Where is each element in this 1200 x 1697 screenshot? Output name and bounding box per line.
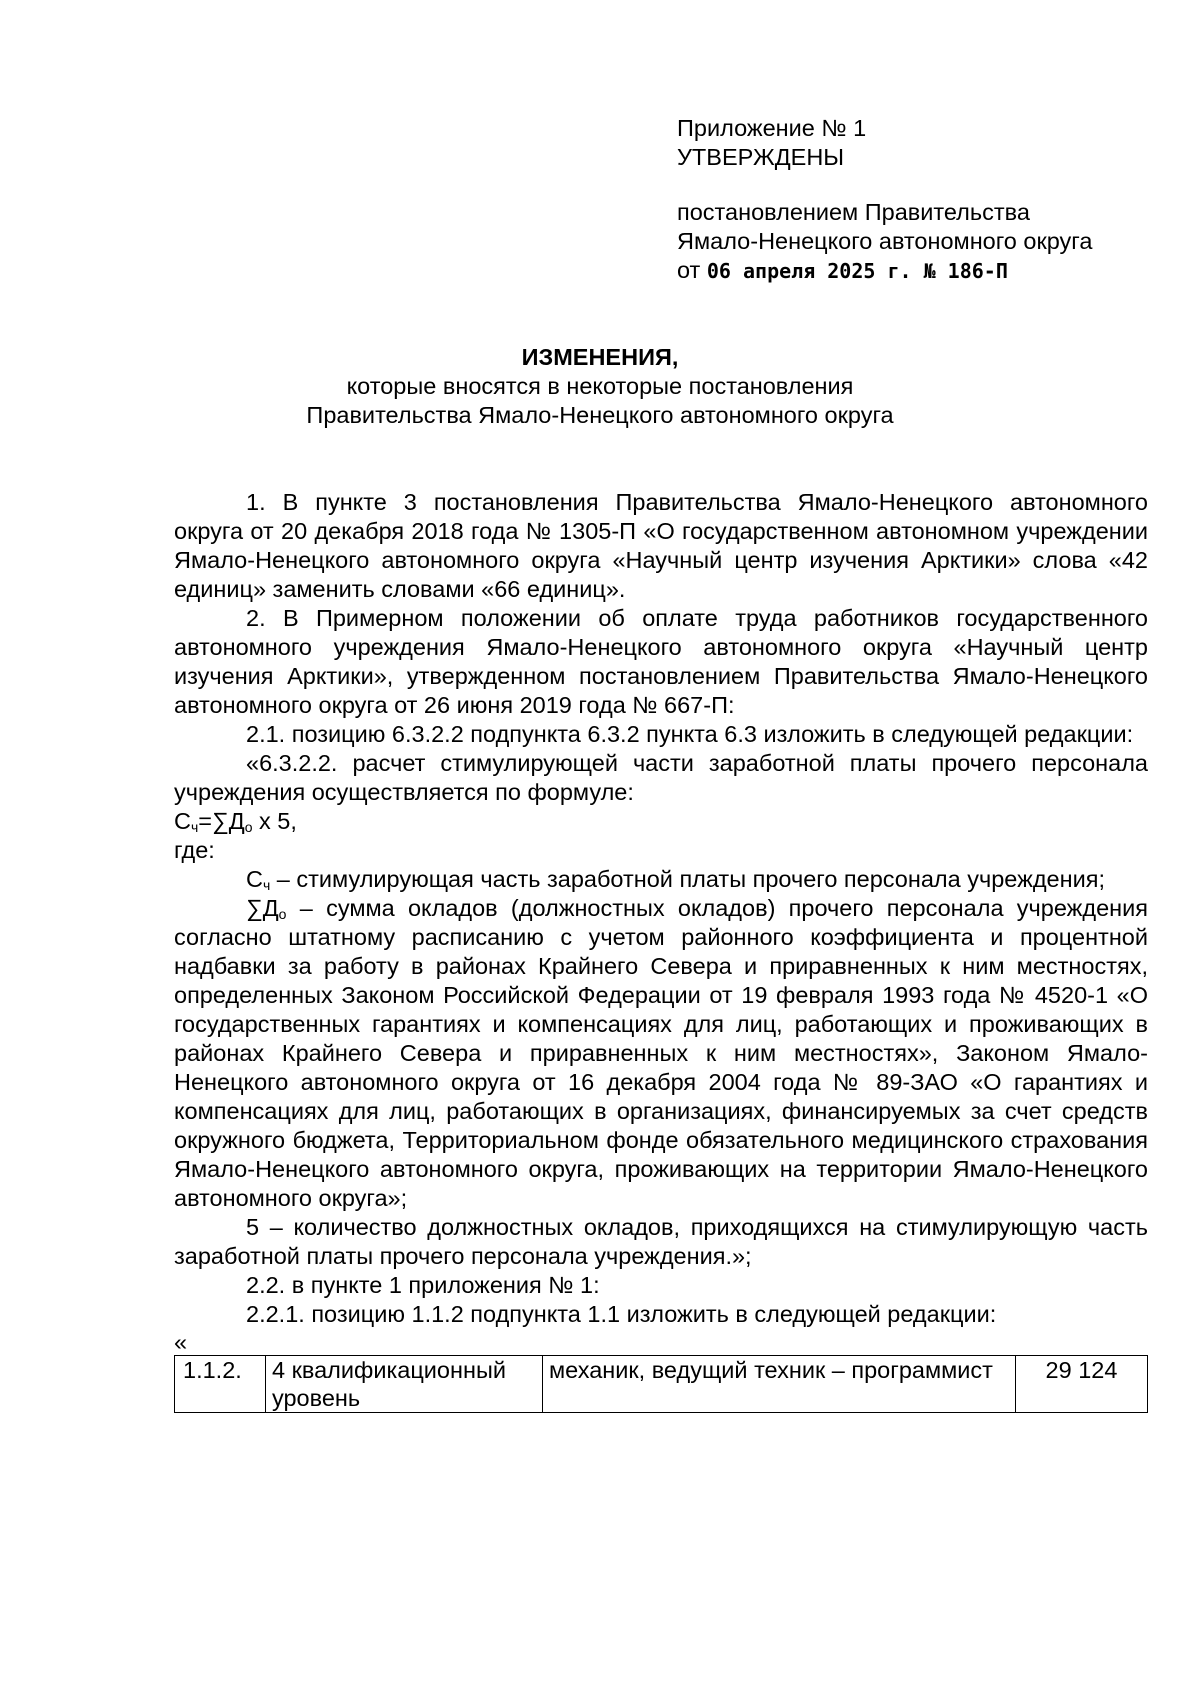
where-label: где: <box>174 837 215 863</box>
table-cell-level: 4 квалификационный уровень <box>266 1356 543 1413</box>
definition-sum-symbol: ∑Д <box>246 895 279 921</box>
approval-authority-line1: постановлением Правительства <box>677 199 1030 225</box>
table-cell-position: механик, ведущий техник – программист <box>543 1356 1016 1413</box>
approval-date-prefix: от <box>677 257 707 283</box>
approval-date <box>677 256 1177 286</box>
definition-cch <box>174 865 1148 894</box>
definition-cch-text: – стимулирующая часть заработной платы прочего персонала учреждения; <box>270 866 1105 892</box>
salary-table <box>174 1355 1148 1413</box>
paragraph-6-3-2-2: «6.3.2.2. расчет стимулирующей части заработной платы прочего персонала учреждения осуществляется по формуле: <box>174 750 1148 805</box>
formula-sum-sub: о <box>244 819 253 835</box>
formula <box>174 807 1148 836</box>
approval-stamp <box>677 114 1177 286</box>
definition-5: 5 – количество должностных окладов, приходящихся на стимулирующую часть заработной платы прочего персонала учреждения.»; <box>174 1214 1148 1269</box>
paragraph-2-2-1: 2.2.1. позицию 1.1.2 подпункта 1.1 изложить в следующей редакции: <box>246 1301 997 1327</box>
title-subtitle-line1: которые вносятся в некоторые постановления <box>346 373 854 399</box>
definition-cch-symbol: С <box>246 866 263 892</box>
formula-lhs-sub: ч <box>190 819 199 835</box>
definition-sum <box>174 894 1148 1213</box>
paragraph-1: 1. В пункте 3 постановления Правительства Ямало-Ненецкого автономного округа от 20 декабря 2018 года № 1305-П «О государственном автономном учреждении Ямало-Ненецкого автономного округа «Научный центр изучения Арктики» слова «42 единиц» заменить словами «66 единиц». <box>174 489 1148 602</box>
title-heading: ИЗМЕНЕНИЯ, <box>521 344 679 370</box>
document-body <box>174 488 1148 1413</box>
document-title <box>0 343 1200 430</box>
approval-date-value: 06 апреля 2025 г. № 186-П <box>706 259 1008 283</box>
definition-sum-text: – сумма окладов (должностных окладов) прочего персонала учреждения согласно штатному расписанию с учетом районного коэффициента и процентной надбавки за работу в районах Крайнего Севера и приравненных к ним местностях, определенных Законом Российской Федерации от 19 февраля 1993 года № 4520-1 «О государственных гарантиях и компенсациях для лиц, работающих и проживающих в районах Крайнего Севера и приравненных к ним местностях», Законом Ямало-Ненецкого автономного округа от 16 декабря 2004 года № 89-ЗАО «О гарантиях и компенсациях для лиц, работающих в организациях, финансируемых за счет средств окружного бюджета, Территориальном фонде обязательного медицинского страхования Ямало-Ненецкого автономного округа, проживающих на территории Ямало-Ненецкого автономного округа»; <box>174 895 1148 1211</box>
table-open-quote: « <box>174 1329 188 1355</box>
table-row <box>175 1356 1148 1413</box>
definition-sum-sub: о <box>278 906 287 922</box>
approved-label: УТВЕРЖДЕНЫ <box>677 144 845 170</box>
title-subtitle-line2: Правительства Ямало-Ненецкого автономного округа <box>306 402 894 428</box>
paragraph-2-2: 2.2. в пункте 1 приложения № 1: <box>246 1272 600 1298</box>
definition-cch-sub: ч <box>262 877 271 893</box>
formula-sum: =∑Д <box>198 808 245 834</box>
formula-lhs: С <box>174 808 191 834</box>
approval-authority-line2: Ямало-Ненецкого автономного округа <box>677 228 1093 254</box>
table-cell-number: 1.1.2. <box>175 1356 266 1413</box>
paragraph-2: 2. В Примерном положении об оплате труда работников государственного автономного учреждения Ямало-Ненецкого автономного округа «Научный центр изучения Арктики», утвержденном постановлением Правительства Ямало-Ненецкого автономного округа от 26 июня 2019 года № 667-П: <box>174 605 1148 718</box>
paragraph-2-1: 2.1. позицию 6.3.2.2 подпункта 6.3.2 пункта 6.3 изложить в следующей редакции: <box>246 721 1134 747</box>
table-cell-amount: 29 124 <box>1016 1356 1148 1413</box>
appendix-number: Приложение № 1 <box>677 115 867 141</box>
formula-rhs: х 5, <box>252 808 297 834</box>
